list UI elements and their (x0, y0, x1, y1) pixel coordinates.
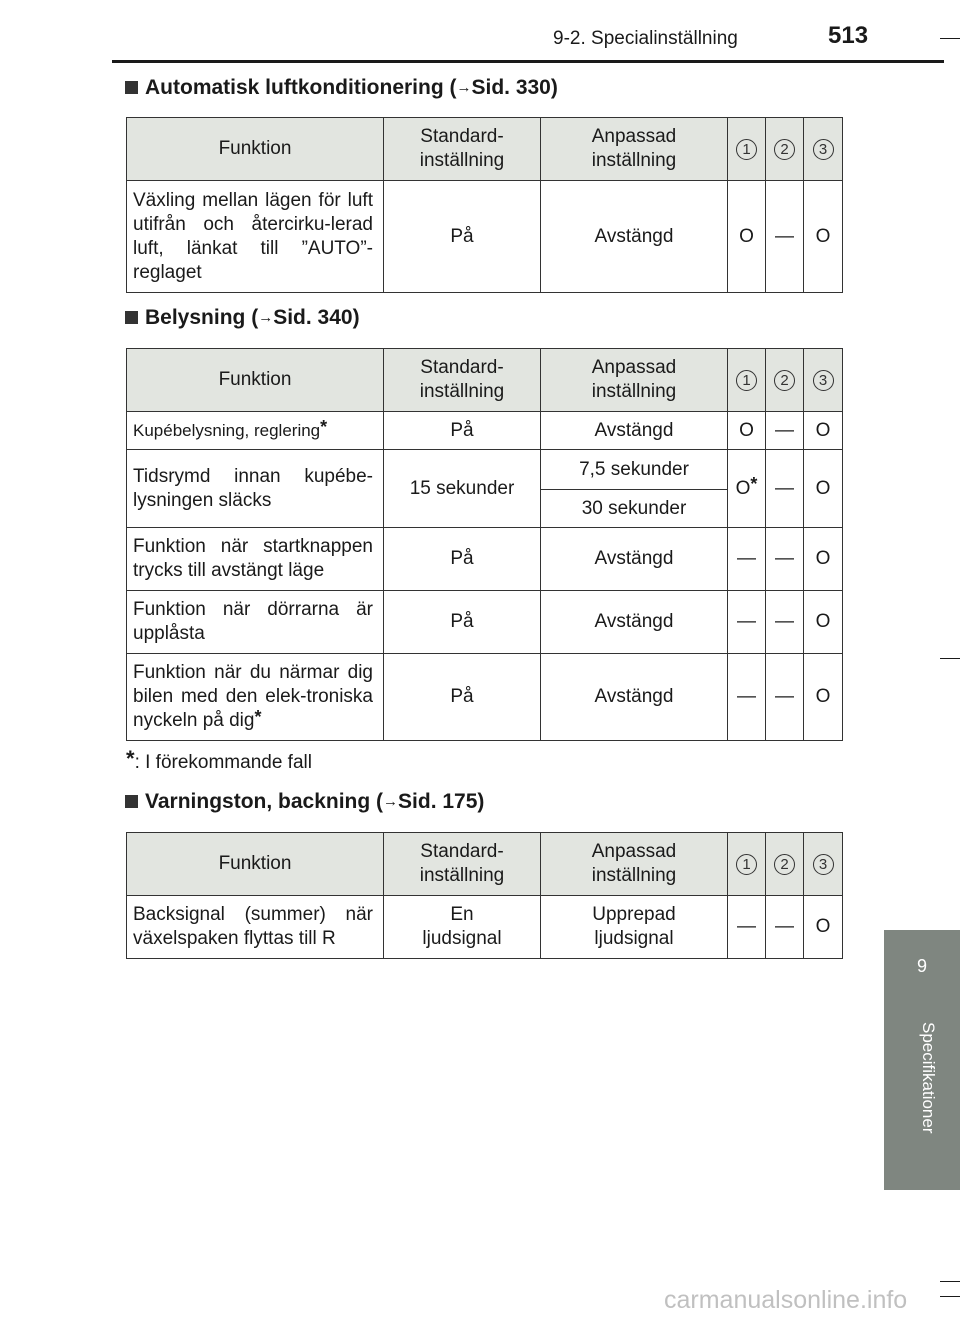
section-title-ac: Automatisk luftkonditionering (→Sid. 330) (125, 76, 558, 100)
table-row (127, 896, 843, 959)
table-header-row (127, 833, 843, 896)
custom-cell: Avstängd (541, 412, 728, 450)
header-divider (112, 60, 944, 63)
asterisk-mark: * (126, 746, 135, 771)
level-cell: — (766, 528, 804, 591)
column-header: Anpassad inställning (541, 349, 728, 412)
level-cell: — (766, 896, 804, 959)
column-header: Standard- inställning (384, 118, 541, 181)
level-cell: — (766, 654, 804, 741)
bullet-square-icon (125, 81, 138, 94)
crop-mark (940, 38, 960, 39)
section-title-lighting: Belysning (→Sid. 340) (125, 306, 360, 330)
table-row (127, 654, 843, 741)
custom-cell: Avstängd (541, 528, 728, 591)
column-header: Anpassad inställning (541, 833, 728, 896)
level-cell: — (728, 591, 766, 654)
column-header: Funktion (127, 118, 384, 181)
level-cell: — (728, 528, 766, 591)
level-cell: O (804, 181, 843, 293)
chapter-number: 9 (916, 956, 927, 976)
asterisk-mark: * (750, 473, 758, 494)
level-cell: O (804, 412, 843, 450)
standard-cell: På (384, 181, 541, 293)
table-row (127, 412, 843, 450)
arrow-icon: → (456, 79, 472, 96)
footnote: *: I förekommande fall (126, 746, 312, 773)
section-title-reverse-warning: Varningston, backning (→Sid. 175) (125, 790, 484, 814)
table-row (127, 528, 843, 591)
level-cell: O (804, 896, 843, 959)
standard-cell: På (384, 528, 541, 591)
section-header: 9-2. Specialinställning (553, 28, 738, 49)
level-cell: — (728, 896, 766, 959)
bullet-square-icon (125, 311, 138, 324)
circled-number-1: 1 (736, 370, 757, 391)
level-cell: O (804, 591, 843, 654)
standard-cell: På (384, 412, 541, 450)
table-row (127, 591, 843, 654)
settings-table-reverse-warning (126, 832, 843, 959)
function-cell: Funktion när du närmar dig bilen med den elek-troniska nyckeln på dig* (127, 654, 384, 741)
settings-table-lighting (126, 348, 843, 741)
custom-cell: 30 sekunder (541, 490, 728, 528)
crop-mark (940, 658, 960, 659)
function-cell: Kupébelysning, reglering* (127, 412, 384, 450)
standard-cell: En ljudsignal (384, 896, 541, 959)
column-header (804, 118, 843, 181)
crop-mark (940, 1281, 960, 1282)
level-cell: O (804, 450, 843, 528)
custom-cell: Upprepad ljudsignal (541, 896, 728, 959)
column-header (766, 118, 804, 181)
column-header: Standard- inställning (384, 833, 541, 896)
custom-cell: Avstängd (541, 591, 728, 654)
table-row (127, 181, 843, 293)
column-header: Funktion (127, 349, 384, 412)
standard-cell: På (384, 591, 541, 654)
chapter-tab (884, 930, 960, 1010)
level-cell: — (728, 654, 766, 741)
circled-number-2: 2 (774, 370, 795, 391)
table-header-row (127, 118, 843, 181)
page-number: 513 (828, 22, 869, 49)
standard-cell: 15 sekunder (384, 450, 541, 528)
column-header (804, 349, 843, 412)
circled-number-3: 3 (813, 370, 834, 391)
level-cell: — (766, 450, 804, 528)
column-header: Funktion (127, 833, 384, 896)
column-header (728, 118, 766, 181)
function-cell: Växling mellan lägen för luft utifrån och återcirku-lerad luft, länkat till ”AUTO”-reglaget (127, 181, 384, 293)
level-cell: — (766, 412, 804, 450)
level-cell: — (766, 181, 804, 293)
column-header: Anpassad inställning (541, 118, 728, 181)
watermark: carmanualsonline.info (664, 1286, 908, 1314)
level-cell: O (804, 528, 843, 591)
table-row (127, 450, 843, 490)
function-cell: Tidsrymd innan kupébe-lysningen släcks (127, 450, 384, 528)
circled-number-1: 1 (736, 139, 757, 160)
level-cell: — (766, 591, 804, 654)
level-cell: O* (728, 450, 766, 528)
custom-cell: Avstängd (541, 654, 728, 741)
function-cell: Funktion när dörrarna är upplåsta (127, 591, 384, 654)
level-cell: O (804, 654, 843, 741)
circled-number-2: 2 (774, 854, 795, 875)
circled-number-3: 3 (813, 854, 834, 875)
column-header (766, 349, 804, 412)
arrow-icon: → (383, 793, 399, 810)
standard-cell: På (384, 654, 541, 741)
column-header (804, 833, 843, 896)
circled-number-3: 3 (813, 139, 834, 160)
crop-mark (940, 1296, 960, 1297)
column-header (766, 833, 804, 896)
level-cell: O (728, 181, 766, 293)
circled-number-2: 2 (774, 139, 795, 160)
asterisk-mark: * (254, 707, 262, 727)
function-cell: Funktion när startknappen trycks till avstängt läge (127, 528, 384, 591)
column-header (728, 833, 766, 896)
level-cell: O (728, 412, 766, 450)
settings-table-ac (126, 117, 843, 293)
column-header: Standard- inställning (384, 349, 541, 412)
column-header (728, 349, 766, 412)
custom-cell: 7,5 sekunder (541, 450, 728, 490)
custom-cell: Avstängd (541, 181, 728, 293)
table-header-row (127, 349, 843, 412)
asterisk-mark: * (320, 416, 328, 437)
arrow-icon: → (258, 309, 274, 326)
function-cell: Backsignal (summer) när växelspaken flyttas till R (127, 896, 384, 959)
chapter-label: Specifikationer (919, 1022, 938, 1134)
bullet-square-icon (125, 795, 138, 808)
circled-number-1: 1 (736, 854, 757, 875)
